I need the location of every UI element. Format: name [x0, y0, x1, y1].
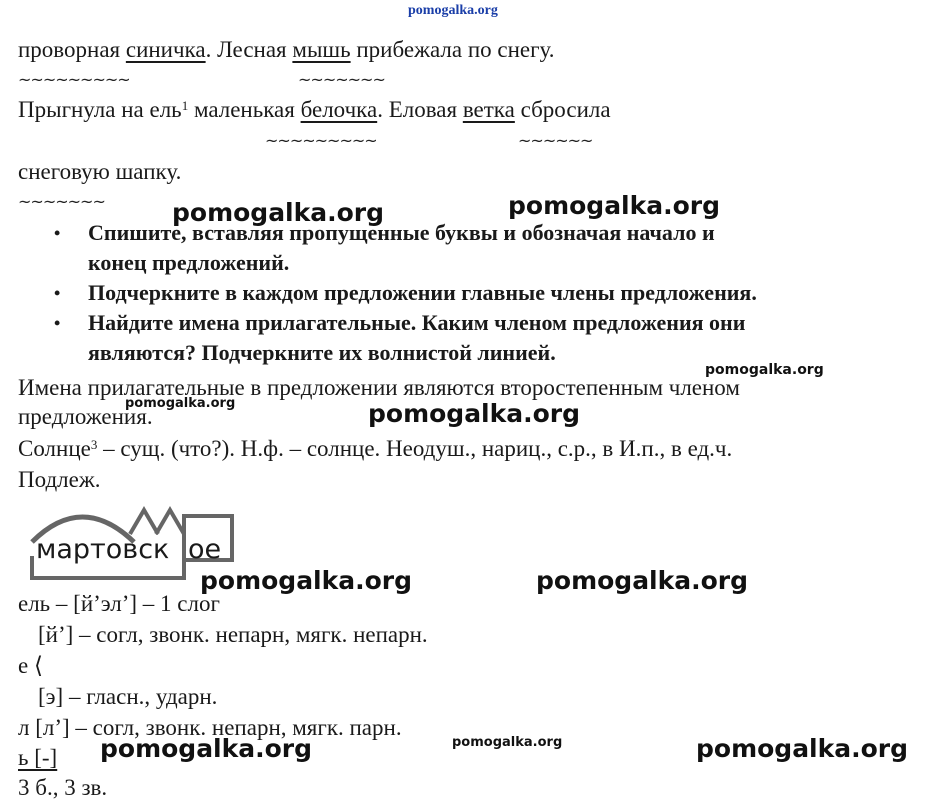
text-fragment: . Лесная [205, 37, 293, 62]
watermark-top: pomogalka.org [408, 3, 498, 18]
watermark: pomogalka.org [508, 191, 721, 220]
bullet: • [54, 223, 61, 243]
phonetic-line: 3 б., 3 зв. [18, 775, 108, 800]
task-list [54, 218, 757, 368]
task-text: являются? Подчеркните их волнистой линией. [88, 340, 556, 365]
wavy-underline: ~~~~~~ [518, 131, 593, 150]
task-text: Подчеркните в каждом предложении главные члены предложения. [88, 280, 757, 305]
text-fragment: проворная [18, 37, 126, 62]
task-item [54, 218, 757, 278]
morpheme-ending: ое [188, 534, 222, 565]
subject-word: белочка [300, 97, 378, 122]
text-fragment: сбросила [514, 97, 611, 122]
phonetic-line: [э] – гласн., ударн. [38, 684, 218, 709]
footnote-mark: 1 [181, 98, 189, 113]
phonetic-line: ель – [й’эл’] – 1 слог [18, 591, 220, 616]
task-text: конец предложений. [88, 250, 290, 275]
wavy-underline: ~~~~~~~ [18, 192, 105, 211]
bullet: • [54, 283, 61, 303]
watermark: pomogalka.org [368, 399, 581, 428]
bullet: • [54, 313, 61, 333]
phonetic-line: ь [-] [18, 745, 58, 770]
task-text: Спишите, вставляя пропущенные буквы и обозначая начало и [88, 220, 715, 245]
text-fragment: . Еловая [377, 97, 463, 122]
wavy-underline: ~~~~~~~ [298, 70, 385, 89]
footnote-mark: 3 [90, 437, 98, 452]
text-fragment: маленькая [188, 97, 301, 122]
answer-line: предложения. [18, 404, 153, 429]
subject-word: мышь [292, 37, 351, 62]
phonetic-line: е ⟨ [18, 653, 43, 678]
text-line-1 [18, 36, 555, 64]
text-fragment: Солнце [18, 436, 91, 461]
answer-line: Подлеж. [18, 467, 101, 492]
task-item [54, 308, 757, 368]
watermark: pomogalka.org [200, 566, 413, 595]
text-line-3: снеговую шапку. [18, 159, 182, 184]
subject-word: ветка [462, 97, 515, 122]
task-item [54, 278, 757, 308]
task-text: Найдите имена прилагательные. Каким членом предложения они [88, 310, 746, 335]
watermark: pomogalka.org [536, 566, 749, 595]
watermark: pomogalka.org [100, 734, 313, 763]
phonetic-line: л [л’] – согл, звонк. непарн, мягк. парн. [18, 715, 402, 740]
text-fragment: – сущ. (что?). Н.ф. – солнце. Неодуш., нариц., с.р., в И.п., в ед.ч. [97, 436, 733, 461]
text-fragment: Прыгнула на ель [18, 97, 182, 122]
watermark: pomogalka.org [705, 362, 824, 378]
watermark: pomogalka.org [172, 198, 385, 227]
watermark: pomogalka.org [452, 735, 563, 750]
phonetic-line: [й’] – согл, звонк. непарн, мягк. непарн. [38, 622, 428, 647]
suffix-mark [130, 510, 158, 534]
wavy-underline: ~~~~~~~~~ [265, 131, 377, 150]
answer-line [18, 435, 732, 463]
answer-line: Имена прилагательные в предложении являются второстепенным членом [18, 375, 740, 400]
suffix-mark [156, 510, 184, 534]
text-line-2 [18, 96, 611, 124]
subject-word: синичка [125, 37, 206, 62]
watermark: pomogalka.org [125, 396, 236, 411]
watermark: pomogalka.org [696, 734, 909, 763]
wavy-underline: ~~~~~~~~~ [18, 70, 130, 89]
text-fragment: прибежала по снегу. [350, 37, 555, 62]
morpheme-stem: мартовск [36, 534, 170, 565]
